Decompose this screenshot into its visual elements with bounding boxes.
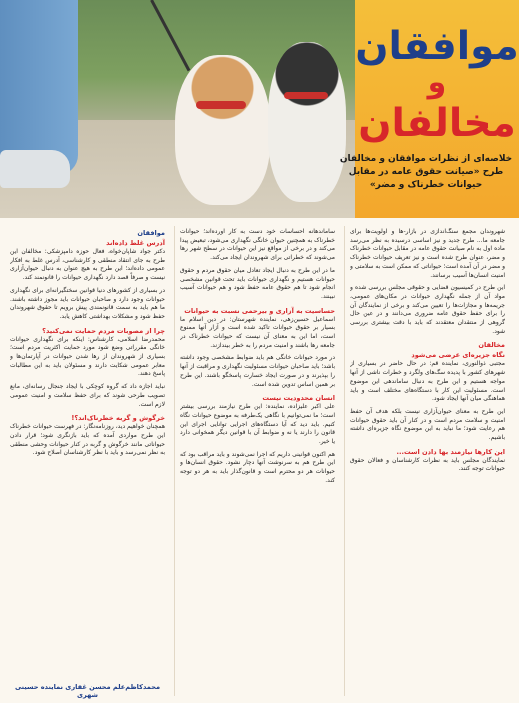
column-divider [344, 226, 345, 696]
dog-collar [196, 101, 246, 109]
section-heading: حساسیت به آزاری و بیرحمی نسبت به حیوانات [184, 306, 335, 315]
credits: محمدکاظم‌علم محسن غفاری نماینده حسینی شهری [14, 683, 161, 699]
dog-brown-white [175, 55, 270, 205]
section-heading: این کارها نیازمند بها دادن است... [396, 447, 505, 456]
paragraph: اسماعیل حسین‌زهی، نماینده شهرستان: در دین اسلام ما بسیار بر حقوق حیوانات تاکید شده است و آزار آنها ممنوع است، اما این به معنای آن نیست که حیوانات خطرناک در جامعه رها باشند و امنیت مردم را به خطر بیندازند. [180, 315, 335, 349]
paragraph: ساماندهانه احساسات خود دست به کار آورده‌اند؛ حیوانات خطرناک به همچنین حیوان خانگی نگهداری می‌شود، تبعیض پیدا می‌کند و در برخی از مواقع نیز این حیوانات در سطح شهر رها می‌شوند که خطراتی برای شهروندان ایجاد می‌کند. [180, 228, 335, 262]
column-divider [174, 226, 175, 696]
paragraph: دکتر جواد شاپان‌خواه، فعال حوزه دامپزشکی: مخالفان این طرح به جای انتقاد منطقی و کارشناسی، آدرس غلط به افکار عمومی داده‌اند؛ این طرح به هیچ عنوان به دنبال حیوان‌آزاری نیست و صرفاً قصد دارد نگهداری حیوانات را قانونمند کند. [10, 248, 165, 282]
person-legs [0, 0, 78, 175]
section-heading: نگاه جزیره‌ای عرضی می‌شود [411, 351, 505, 360]
section-heading: آدرس غلط داده‌اند [106, 239, 165, 247]
dog-collar [284, 92, 328, 99]
paragraph: این طرح در کمیسیون قضایی و حقوقی مجلس بررسی شده و مواد آن از جمله نگهداری حیوانات در مکان‌های عمومی، جریمه‌ها و مجازات‌ها را تعیین می‌کند و برخی از نمایندگان آن را برای حفظ حقوق عامه ضروری می‌دانند و در عین حال گروهی از منتقدان معتقدند که باید با دقت بیشتری بررسی شود. [350, 284, 505, 335]
paragraph: نمایندگان مجلس باید به نظرات کارشناسان و فعالان حقوق حیوانات توجه کنند. [350, 456, 505, 473]
paragraph: در بسیاری از کشورهای دنیا قوانین سختگیرانه‌ای برای نگهداری حیوانات وجود دارد و صاحبان حیوانات باید مجوز داشته باشند. ما هم باید به سمت قانونمندی پیش برویم تا حقوق شهروندان حفظ شود و مشکلات بهداشتی کاهش یابد. [10, 286, 165, 320]
paragraph: ما در این طرح به دنبال ایجاد تعادل میان حقوق مردم و حقوق حیوانات هستیم و نگهداری حیوانات باید تحت قوانین مشخصی انجام شود تا هم حقوق عامه حفظ شود و هم حیوانات آسیب نبینند. [180, 266, 335, 300]
paragraph: در مورد حیوانات خانگی هم باید ضوابط مشخصی وجود داشته باشد؛ باید صاحبان حیوانات مسئولیت نگهداری و مراقبت از آنها را بپذیرند و در صورت ایجاد خسارت پاسخگو باشند. این طرح بر همین اساس تدوین شده است. [180, 354, 335, 388]
paragraph: علی اکبر علیزاده، نماینده: این طرح نیازمند بررسی بیشتر است؛ ما نمی‌توانیم با نگاهی یک‌طرفه به موضوع حیوانات نگاه کنیم. باید دید که آیا دستگاه‌های اجرایی توانایی اجرای این قانون را دارند یا نه و ضوابط آن با قوانین دیگر همخوانی دارد یا خیر. [180, 403, 335, 446]
paragraph: محمدرضا اسلامی، کارشناس: اینکه برای نگهداری حیوانات خانگی مقرراتی وضع شود مورد حمایت اکثریت مردم است؛ بسیاری از شهروندان از رها شدن حیوانات در آپارتمان‌ها و معابر عمومی شکایت دارند و مسئولان باید به این مطالبات پاسخ دهند. [10, 335, 165, 378]
hero-banner [0, 0, 519, 218]
section-heading: چرا از مصوبات مردم حمایت نمی‌کنید؟ [42, 326, 165, 335]
section-heading: خرگوش و گربه خطرناک‌اند؟! [71, 414, 165, 423]
paragraph: این طرح به معنای حیوان‌آزاری نیست بلکه هدف آن حفظ امنیت و سلامت مردم است و در کنار آن باید حقوق حیوانات هم رعایت شود؛ ما نباید به این موضوع نگاه جزیره‌ای داشته باشیم. [350, 407, 505, 442]
shoe [0, 150, 70, 188]
paragraph: همچنان خواهیم دید، روزنامه‌نگار: در فهرست حیوانات خطرناک این طرح مواردی آمده که باید بازنگری شود؛ قرار دادن حیواناتی مانند خرگوش و گربه در کنار حیوانات وحشی منطقی به نظر نمی‌رسد و باید با نظر کارشناسان اصلاح شود. [10, 423, 165, 457]
paragraph: مجتبی ذوالنوری، نماینده قم: در حال حاضر در بسیاری از شهرهای کشور با پدیده سگ‌های ولگرد و خطرات ناشی از آنها مواجه هستیم و این طرح به دنبال ساماندهی این موضوع است. مسئولیت این کار با دستگاه‌های مختلف است و باید هماهنگی میان آنها ایجاد شود. [350, 360, 505, 403]
dog-black-white [268, 42, 346, 202]
column-left [10, 228, 165, 696]
column-middle [180, 228, 335, 696]
title-word-1: موافقان [355, 24, 519, 69]
leash [150, 0, 190, 71]
title-word-2: و [427, 65, 447, 100]
section-heading: موافقان [137, 229, 165, 237]
section-heading: مخالفان [478, 341, 505, 350]
dogs-photo [0, 0, 355, 218]
paragraph: شهروندان مجمع سنگ‌اندازی در بازار-ها و اولویت‌ها برای جامعه ما... طرح جدید و نیز اساسی درسیده به نظر می‌رسد ماده اول به نام صیانت حقوق عامه در مقابل حیوانات خطرناک و مضر، عنوان طرح شده است و نیز تعریف حیوانات خطرناک و مضر در آن آمده است؛ حیواناتی که ممکن است به سلامتی و امنیت انسان‌ها آسیب برسانند. [350, 228, 505, 279]
title-word-3: مخالفان [358, 101, 516, 146]
section-heading: انسان محدودیت نیست [262, 394, 335, 403]
column-right [350, 228, 505, 696]
paragraph: نباید اجازه داد که گروه کوچکی با ایجاد جنجال رسانه‌ای، مانع تصویب طرحی شوند که برای حفظ سلامت و امنیت عمومی لازم است. [10, 383, 165, 408]
subtitle: خلاصه‌ای از نظرات موافقان و مخالفان طرح «صیانت حقوق عامه در مقابل حیوانات خطرناک و مضر» [339, 154, 513, 190]
paragraph: هم اکنون قوانینی داریم که اجرا نمی‌شوند و باید مراقب بود که این طرح هم به سرنوشت آنها دچار نشود. حقوق انسان‌ها و حیوانات هر دو محترم است و قانون‌گذار باید به هر دو توجه کند. [180, 450, 335, 484]
